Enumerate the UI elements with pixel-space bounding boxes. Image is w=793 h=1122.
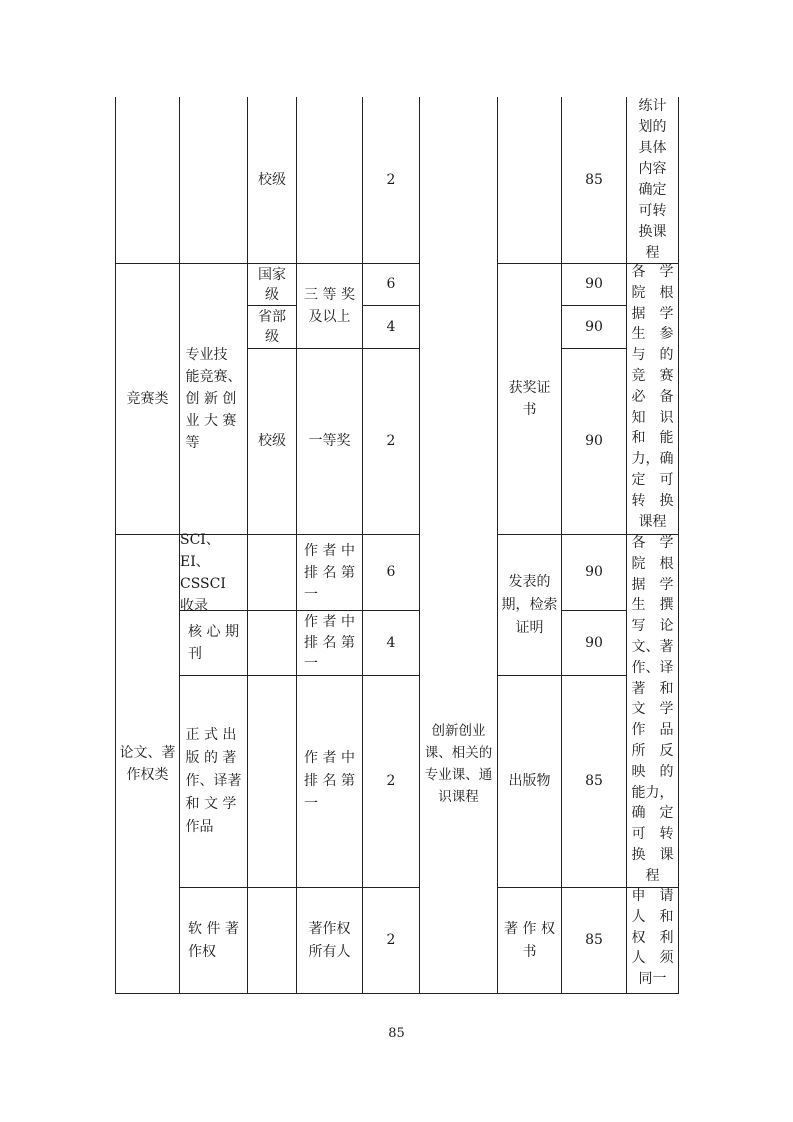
papers-book-credit-cell [363, 676, 419, 887]
competition-level-provincial-cell [248, 306, 296, 348]
competition-category-cell [116, 264, 179, 534]
papers-courses: 创新创业 课、相关的 专业课、通 识课程 [424, 723, 493, 805]
papers-core-rank-cell [297, 611, 362, 675]
top-credit-cell [363, 98, 419, 263]
papers-book-credit: 2 [386, 773, 396, 789]
top-level: 校级 [258, 172, 286, 188]
competition-score-school: 90 [585, 433, 603, 449]
competition-award-top-cell [297, 264, 362, 348]
papers-category: 论文、著 作权类 [119, 745, 176, 783]
papers-book-rank-cell [297, 676, 362, 887]
papers-core-score-cell [562, 611, 626, 675]
competition-score-national: 90 [585, 276, 603, 292]
competition-award-top: 三 等 奖 及以上 [304, 287, 355, 325]
papers-software-evidence: 著 作 权 书 [504, 920, 555, 960]
competition-level-national-cell [248, 264, 296, 305]
papers-journal-evidence-cell [498, 535, 561, 675]
papers-book-score-cell [562, 676, 626, 887]
papers-book-evidence-cell [498, 676, 561, 887]
papers-sci-rank: 作 者 中 排 名 第 一 [304, 542, 355, 603]
competition-award-school-cell [297, 349, 362, 534]
papers-book-rank: 作 者 中 排 名 第 一 [304, 750, 355, 812]
papers-sci-item-cell [180, 531, 247, 614]
top-level-cell [248, 98, 296, 263]
papers-book-score: 85 [585, 773, 603, 789]
competition-score-provincial: 90 [585, 318, 603, 335]
competition-credit-provincial: 4 [386, 318, 396, 335]
papers-book-evidence: 出版物 [508, 773, 551, 789]
papers-core-rank: 作 者 中 排 名 第 一 [304, 613, 355, 672]
competition-credit-school: 2 [386, 433, 396, 449]
top-score: 85 [585, 172, 603, 188]
competition-level-national: 国家 级 [258, 266, 286, 303]
table-border-bottom [115, 993, 679, 994]
top-note: 练计 划的 具体 内容 确定 可转 换课 程 [638, 98, 667, 261]
competition-score-national-cell [562, 264, 626, 305]
papers-core-item: 核 心 期 刊 [188, 624, 239, 662]
papers-book-item-cell [180, 676, 247, 887]
papers-journal-evidence: 发表的 期，检索 证明 [501, 573, 558, 636]
competition-note-cell [627, 262, 678, 534]
competition-level-provincial: 省部 级 [258, 309, 286, 345]
papers-software-evidence-cell [498, 888, 561, 993]
papers-sci-rank-cell [297, 535, 362, 610]
competition-score-provincial-cell [562, 306, 626, 348]
papers-software-item-cell [180, 888, 247, 993]
competition-credit-provincial-cell [363, 306, 419, 348]
papers-sci-credit: 6 [386, 564, 396, 580]
competition-level-school-cell [248, 349, 296, 534]
page-number: 85 [388, 1026, 405, 1041]
papers-category-cell [116, 535, 179, 993]
papers-courses-cell [420, 535, 497, 993]
papers-sci-score-cell [562, 535, 626, 610]
competition-evidence-cell [498, 264, 561, 534]
papers-sci-score: 90 [585, 564, 603, 580]
papers-software-score-cell [562, 888, 626, 993]
papers-software-credit-cell [363, 888, 419, 993]
papers-core-credit: 4 [386, 634, 396, 651]
competition-credit-national: 6 [386, 276, 396, 292]
papers-software-item: 软 件 著 作权 [188, 920, 239, 960]
competition-item: 专业技 能竞赛、 创 新 创 业 大 赛 等 [185, 347, 242, 451]
papers-core-credit-cell [363, 611, 419, 675]
top-note-cell [627, 96, 678, 263]
competition-award-school: 一等奖 [308, 433, 351, 449]
papers-note: 各 学 院 根 据 学 生 撰 写 论 文、著 作、译 著 和 文 学 作 品 所 反 映 的 能力， 确 定 可 转 换 课 程 [631, 535, 674, 884]
competition-category: 竞赛类 [126, 390, 169, 407]
papers-software-note: 申 请 人 和 权 利 人 须 同一 [631, 888, 674, 988]
top-score-cell [562, 98, 626, 263]
papers-software-note-cell [627, 886, 678, 993]
top-credit: 2 [386, 172, 396, 188]
papers-software-rank: 著作权 所有人 [308, 920, 351, 960]
papers-core-score: 90 [585, 634, 603, 651]
papers-book-item: 正 式 出 版 的 著 作、译著 和 文 学 作品 [185, 727, 242, 835]
papers-software-credit: 2 [386, 932, 396, 948]
papers-sci-credit-cell [363, 535, 419, 610]
papers-note-cell [627, 533, 678, 887]
competition-credit-school-cell [363, 349, 419, 534]
competition-credit-national-cell [363, 264, 419, 305]
competition-note: 各 学 院 根 据 学 生 参 与 的 竞 赛 必 备 知 识 和 能 力，确 定 可 转 换 课程 [631, 264, 674, 530]
competition-evidence: 获奖证 书 [508, 380, 551, 418]
papers-software-rank-cell [297, 888, 362, 993]
competition-score-school-cell [562, 349, 626, 534]
competition-level-school: 校级 [258, 433, 286, 449]
papers-core-item-cell [180, 611, 247, 675]
papers-sci-item: SCI、EI、 CSSCI 收录 [180, 531, 226, 614]
table-border-right [678, 97, 679, 994]
competition-item-cell [180, 264, 247, 534]
papers-software-score: 85 [585, 932, 603, 948]
